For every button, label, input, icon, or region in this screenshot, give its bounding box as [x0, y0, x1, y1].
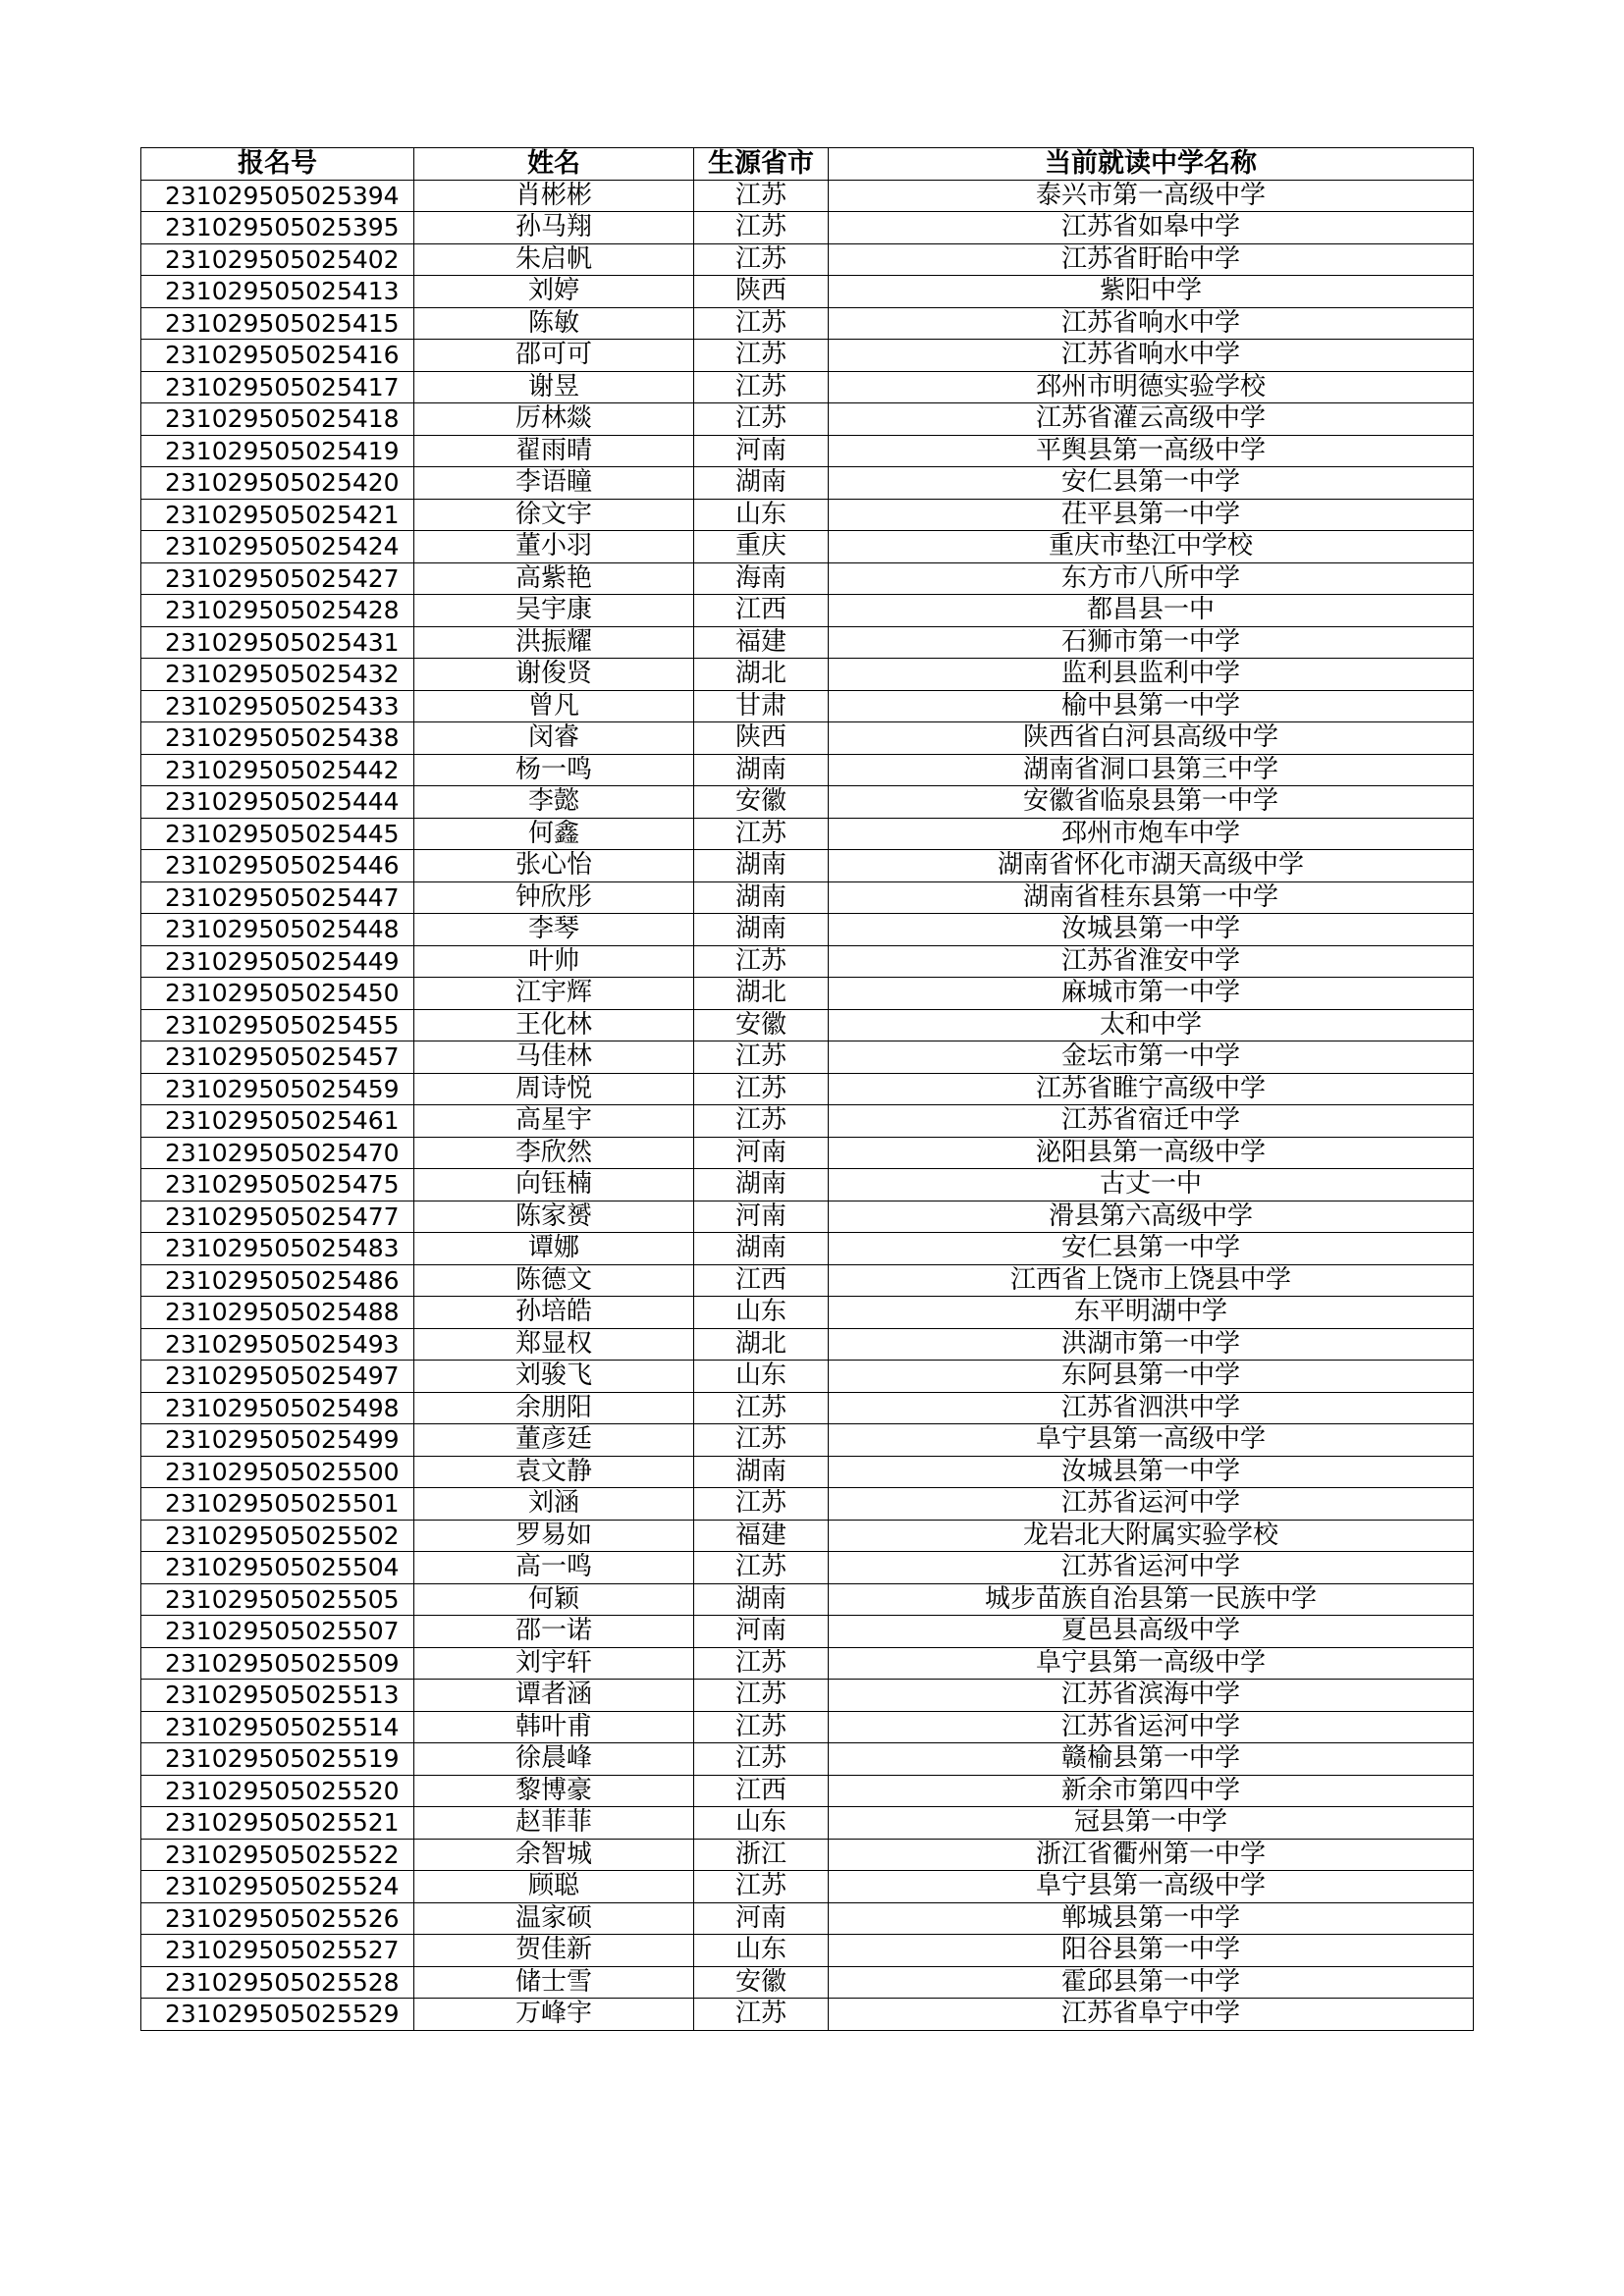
table-row — [141, 1009, 1474, 1041]
province-cell: 江苏 — [694, 371, 829, 403]
registration-number-cell: 231029505025500 — [141, 1456, 414, 1488]
registration-number-cell: 231029505025394 — [141, 180, 414, 212]
registration-number-cell: 231029505025505 — [141, 1583, 414, 1616]
name-cell: 何颖 — [414, 1583, 694, 1616]
province-cell: 江苏 — [694, 403, 829, 436]
name-cell: 徐晨峰 — [414, 1743, 694, 1776]
province-cell: 河南 — [694, 1616, 829, 1648]
registration-number-cell: 231029505025449 — [141, 945, 414, 978]
name-cell: 刘婷 — [414, 276, 694, 308]
school-cell: 霍邱县第一中学 — [829, 1966, 1474, 1999]
province-cell: 江苏 — [694, 1680, 829, 1712]
school-cell: 新余市第四中学 — [829, 1775, 1474, 1807]
school-cell: 夏邑县高级中学 — [829, 1616, 1474, 1648]
school-cell: 江苏省运河中学 — [829, 1552, 1474, 1584]
school-cell: 平舆县第一高级中学 — [829, 435, 1474, 467]
school-cell: 泌阳县第一高级中学 — [829, 1137, 1474, 1169]
province-cell: 江西 — [694, 595, 829, 627]
province-cell: 河南 — [694, 435, 829, 467]
province-cell: 浙江 — [694, 1839, 829, 1871]
header-name: 姓名 — [414, 148, 694, 181]
name-cell: 万峰宇 — [414, 1999, 694, 2031]
name-cell: 董彦廷 — [414, 1424, 694, 1457]
province-cell: 福建 — [694, 1520, 829, 1552]
table-row — [141, 1711, 1474, 1743]
province-cell: 江苏 — [694, 1488, 829, 1521]
school-cell: 冠县第一中学 — [829, 1807, 1474, 1840]
registration-number-cell: 231029505025507 — [141, 1616, 414, 1648]
province-cell: 安徽 — [694, 1966, 829, 1999]
name-cell: 徐文宇 — [414, 499, 694, 531]
registration-number-cell: 231029505025420 — [141, 467, 414, 500]
school-cell: 监利县监利中学 — [829, 659, 1474, 691]
school-cell: 陕西省白河县高级中学 — [829, 722, 1474, 755]
table-row — [141, 1137, 1474, 1169]
table-row — [141, 881, 1474, 914]
name-cell: 邵一诺 — [414, 1616, 694, 1648]
registration-number-cell: 231029505025498 — [141, 1392, 414, 1424]
school-cell: 重庆市垫江中学校 — [829, 531, 1474, 563]
province-cell: 江苏 — [694, 1041, 829, 1074]
header-province: 生源省市 — [694, 148, 829, 181]
school-cell: 安仁县第一中学 — [829, 467, 1474, 500]
registration-number-cell: 231029505025520 — [141, 1775, 414, 1807]
table-row — [141, 1743, 1474, 1776]
table-row — [141, 467, 1474, 500]
province-cell: 湖北 — [694, 1328, 829, 1361]
province-cell: 山东 — [694, 1297, 829, 1329]
name-cell: 闵睿 — [414, 722, 694, 755]
registration-number-cell: 231029505025483 — [141, 1233, 414, 1265]
registration-number-cell: 231029505025450 — [141, 978, 414, 1010]
registration-number-cell: 231029505025417 — [141, 371, 414, 403]
name-cell: 高星宇 — [414, 1105, 694, 1138]
school-cell: 江苏省灌云高级中学 — [829, 403, 1474, 436]
school-cell: 东阿县第一中学 — [829, 1361, 1474, 1393]
registration-number-cell: 231029505025455 — [141, 1009, 414, 1041]
registration-number-cell: 231029505025522 — [141, 1839, 414, 1871]
table-row — [141, 722, 1474, 755]
school-cell: 阜宁县第一高级中学 — [829, 1871, 1474, 1903]
province-cell: 湖北 — [694, 978, 829, 1010]
school-cell: 泰兴市第一高级中学 — [829, 180, 1474, 212]
registration-number-cell: 231029505025461 — [141, 1105, 414, 1138]
province-cell: 江苏 — [694, 1871, 829, 1903]
school-cell: 湖南省桂东县第一中学 — [829, 881, 1474, 914]
registration-number-cell: 231029505025486 — [141, 1264, 414, 1297]
name-cell: 刘涵 — [414, 1488, 694, 1521]
table-row — [141, 1839, 1474, 1871]
registration-number-cell: 231029505025477 — [141, 1201, 414, 1233]
province-cell: 江苏 — [694, 307, 829, 340]
province-cell: 江西 — [694, 1775, 829, 1807]
school-cell: 城步苗族自治县第一民族中学 — [829, 1583, 1474, 1616]
table-row — [141, 340, 1474, 372]
name-cell: 杨一鸣 — [414, 754, 694, 786]
table-row — [141, 1297, 1474, 1329]
name-cell: 高一鸣 — [414, 1552, 694, 1584]
province-cell: 陕西 — [694, 722, 829, 755]
table-row — [141, 212, 1474, 244]
table-row — [141, 1966, 1474, 1999]
registration-number-cell: 231029505025402 — [141, 243, 414, 276]
school-cell: 榆中县第一中学 — [829, 690, 1474, 722]
name-cell: 袁文静 — [414, 1456, 694, 1488]
table-row — [141, 1328, 1474, 1361]
province-cell: 江西 — [694, 1264, 829, 1297]
school-cell: 古丈一中 — [829, 1169, 1474, 1201]
name-cell: 储士雪 — [414, 1966, 694, 1999]
registration-number-cell: 231029505025445 — [141, 818, 414, 850]
school-cell: 都昌县一中 — [829, 595, 1474, 627]
school-cell: 茌平县第一中学 — [829, 499, 1474, 531]
registration-number-cell: 231029505025433 — [141, 690, 414, 722]
table-row — [141, 1775, 1474, 1807]
registration-number-cell: 231029505025501 — [141, 1488, 414, 1521]
province-cell: 安徽 — [694, 1009, 829, 1041]
registration-number-cell: 231029505025442 — [141, 754, 414, 786]
table-row — [141, 690, 1474, 722]
name-cell: 钟欣彤 — [414, 881, 694, 914]
table-row — [141, 1233, 1474, 1265]
school-cell: 江苏省响水中学 — [829, 307, 1474, 340]
name-cell: 周诗悦 — [414, 1073, 694, 1105]
table-row — [141, 435, 1474, 467]
name-cell: 顾聪 — [414, 1871, 694, 1903]
registration-number-cell: 231029505025428 — [141, 595, 414, 627]
table-row — [141, 1520, 1474, 1552]
school-cell: 东平明湖中学 — [829, 1297, 1474, 1329]
name-cell: 谭者涵 — [414, 1680, 694, 1712]
province-cell: 重庆 — [694, 531, 829, 563]
registration-number-cell: 231029505025524 — [141, 1871, 414, 1903]
province-cell: 江苏 — [694, 180, 829, 212]
registration-number-cell: 231029505025519 — [141, 1743, 414, 1776]
province-cell: 江苏 — [694, 243, 829, 276]
registration-number-cell: 231029505025427 — [141, 562, 414, 595]
school-cell: 赣榆县第一中学 — [829, 1743, 1474, 1776]
province-cell: 江苏 — [694, 1424, 829, 1457]
school-cell: 邳州市明德实验学校 — [829, 371, 1474, 403]
registration-number-cell: 231029505025509 — [141, 1647, 414, 1680]
name-cell: 高紫艳 — [414, 562, 694, 595]
registration-number-cell: 231029505025415 — [141, 307, 414, 340]
name-cell: 陈德文 — [414, 1264, 694, 1297]
name-cell: 厉林燚 — [414, 403, 694, 436]
province-cell: 江苏 — [694, 1647, 829, 1680]
province-cell: 江苏 — [694, 945, 829, 978]
registration-number-cell: 231029505025475 — [141, 1169, 414, 1201]
province-cell: 海南 — [694, 562, 829, 595]
registration-number-cell: 231029505025418 — [141, 403, 414, 436]
table-row — [141, 1169, 1474, 1201]
table-row — [141, 1552, 1474, 1584]
table-row — [141, 1807, 1474, 1840]
table-row — [141, 1999, 1474, 2031]
school-cell: 江苏省响水中学 — [829, 340, 1474, 372]
registration-number-cell: 231029505025444 — [141, 786, 414, 819]
name-cell: 张心怡 — [414, 850, 694, 882]
name-cell: 洪振耀 — [414, 626, 694, 659]
table-row — [141, 562, 1474, 595]
province-cell: 湖北 — [694, 659, 829, 691]
table-row — [141, 659, 1474, 691]
name-cell: 温家硕 — [414, 1902, 694, 1935]
table-row — [141, 1935, 1474, 1967]
school-cell: 阜宁县第一高级中学 — [829, 1647, 1474, 1680]
province-cell: 安徽 — [694, 786, 829, 819]
table-row — [141, 1871, 1474, 1903]
header-school: 当前就读中学名称 — [829, 148, 1474, 181]
province-cell: 河南 — [694, 1902, 829, 1935]
registration-number-cell: 231029505025502 — [141, 1520, 414, 1552]
table-row — [141, 978, 1474, 1010]
province-cell: 江苏 — [694, 1392, 829, 1424]
registration-number-cell: 231029505025416 — [141, 340, 414, 372]
school-cell: 湖南省怀化市湖天高级中学 — [829, 850, 1474, 882]
name-cell: 邵可可 — [414, 340, 694, 372]
name-cell: 韩叶甫 — [414, 1711, 694, 1743]
registration-number-cell: 231029505025488 — [141, 1297, 414, 1329]
province-cell: 福建 — [694, 626, 829, 659]
province-cell: 湖南 — [694, 467, 829, 500]
province-cell: 湖南 — [694, 850, 829, 882]
table-row — [141, 1647, 1474, 1680]
province-cell: 河南 — [694, 1137, 829, 1169]
province-cell: 山东 — [694, 1807, 829, 1840]
school-cell: 江苏省淮安中学 — [829, 945, 1474, 978]
header-row — [141, 148, 1474, 181]
table-row — [141, 1392, 1474, 1424]
registration-number-cell: 231029505025521 — [141, 1807, 414, 1840]
table-row — [141, 403, 1474, 436]
registration-number-cell: 231029505025413 — [141, 276, 414, 308]
registration-number-cell: 231029505025432 — [141, 659, 414, 691]
registration-number-cell: 231029505025447 — [141, 881, 414, 914]
name-cell: 朱启帆 — [414, 243, 694, 276]
school-cell: 江苏省宿迁中学 — [829, 1105, 1474, 1138]
table-row — [141, 945, 1474, 978]
registration-number-cell: 231029505025419 — [141, 435, 414, 467]
school-cell: 汝城县第一中学 — [829, 1456, 1474, 1488]
province-cell: 江苏 — [694, 1073, 829, 1105]
name-cell: 赵菲菲 — [414, 1807, 694, 1840]
school-cell: 郸城县第一中学 — [829, 1902, 1474, 1935]
name-cell: 黎博豪 — [414, 1775, 694, 1807]
name-cell: 谢昱 — [414, 371, 694, 403]
school-cell: 龙岩北大附属实验学校 — [829, 1520, 1474, 1552]
registration-number-cell: 231029505025514 — [141, 1711, 414, 1743]
table-row — [141, 307, 1474, 340]
province-cell: 山东 — [694, 1361, 829, 1393]
table-row — [141, 754, 1474, 786]
name-cell: 江宇辉 — [414, 978, 694, 1010]
name-cell: 陈敏 — [414, 307, 694, 340]
name-cell: 谭娜 — [414, 1233, 694, 1265]
name-cell: 吴宇康 — [414, 595, 694, 627]
registration-number-cell: 231029505025527 — [141, 1935, 414, 1967]
header-registration-number: 报名号 — [141, 148, 414, 181]
table-row — [141, 914, 1474, 946]
school-cell: 石狮市第一中学 — [829, 626, 1474, 659]
registration-number-cell: 231029505025526 — [141, 1902, 414, 1935]
registration-number-cell: 231029505025513 — [141, 1680, 414, 1712]
registration-number-cell: 231029505025528 — [141, 1966, 414, 1999]
registration-number-cell: 231029505025470 — [141, 1137, 414, 1169]
table-row — [141, 1456, 1474, 1488]
name-cell: 孙培皓 — [414, 1297, 694, 1329]
name-cell: 马佳林 — [414, 1041, 694, 1074]
name-cell: 李懿 — [414, 786, 694, 819]
table-row — [141, 371, 1474, 403]
school-cell: 浙江省衢州第一中学 — [829, 1839, 1474, 1871]
school-cell: 江苏省睢宁高级中学 — [829, 1073, 1474, 1105]
table-row — [141, 499, 1474, 531]
table-row — [141, 1488, 1474, 1521]
name-cell: 罗易如 — [414, 1520, 694, 1552]
province-cell: 湖南 — [694, 1583, 829, 1616]
table-row — [141, 1201, 1474, 1233]
school-cell: 邳州市炮车中学 — [829, 818, 1474, 850]
table-row — [141, 1616, 1474, 1648]
province-cell: 河南 — [694, 1201, 829, 1233]
table-row — [141, 818, 1474, 850]
table-row — [141, 1361, 1474, 1393]
province-cell: 江苏 — [694, 1999, 829, 2031]
province-cell: 江苏 — [694, 1711, 829, 1743]
registration-number-cell: 231029505025497 — [141, 1361, 414, 1393]
name-cell: 余智城 — [414, 1839, 694, 1871]
name-cell: 孙马翔 — [414, 212, 694, 244]
name-cell: 翟雨晴 — [414, 435, 694, 467]
school-cell: 滑县第六高级中学 — [829, 1201, 1474, 1233]
table-header — [141, 148, 1474, 181]
school-cell: 安仁县第一中学 — [829, 1233, 1474, 1265]
province-cell: 江苏 — [694, 1743, 829, 1776]
table-row — [141, 1264, 1474, 1297]
name-cell: 曾凡 — [414, 690, 694, 722]
school-cell: 江苏省盱眙中学 — [829, 243, 1474, 276]
school-cell: 江苏省泗洪中学 — [829, 1392, 1474, 1424]
school-cell: 东方市八所中学 — [829, 562, 1474, 595]
table-row — [141, 595, 1474, 627]
registration-number-cell: 231029505025431 — [141, 626, 414, 659]
school-cell: 紫阳中学 — [829, 276, 1474, 308]
registration-number-cell: 231029505025504 — [141, 1552, 414, 1584]
school-cell: 江西省上饶市上饶县中学 — [829, 1264, 1474, 1297]
table-row — [141, 786, 1474, 819]
table-row — [141, 180, 1474, 212]
table-row — [141, 276, 1474, 308]
name-cell: 叶帅 — [414, 945, 694, 978]
school-cell: 太和中学 — [829, 1009, 1474, 1041]
province-cell: 甘肃 — [694, 690, 829, 722]
province-cell: 江苏 — [694, 1552, 829, 1584]
school-cell: 江苏省运河中学 — [829, 1711, 1474, 1743]
table-row — [141, 1902, 1474, 1935]
province-cell: 湖南 — [694, 754, 829, 786]
school-cell: 金坛市第一中学 — [829, 1041, 1474, 1074]
registration-number-cell: 231029505025421 — [141, 499, 414, 531]
province-cell: 江苏 — [694, 340, 829, 372]
table-row — [141, 1583, 1474, 1616]
school-cell: 湖南省洞口县第三中学 — [829, 754, 1474, 786]
school-cell: 阜宁县第一高级中学 — [829, 1424, 1474, 1457]
name-cell: 陈家赟 — [414, 1201, 694, 1233]
registration-number-cell: 231029505025459 — [141, 1073, 414, 1105]
province-cell: 江苏 — [694, 1105, 829, 1138]
table-row — [141, 1073, 1474, 1105]
table-row — [141, 1041, 1474, 1074]
registration-number-cell: 231029505025448 — [141, 914, 414, 946]
table-row — [141, 626, 1474, 659]
school-cell: 洪湖市第一中学 — [829, 1328, 1474, 1361]
name-cell: 董小羽 — [414, 531, 694, 563]
table-row — [141, 243, 1474, 276]
registration-number-cell: 231029505025457 — [141, 1041, 414, 1074]
registration-number-cell: 231029505025446 — [141, 850, 414, 882]
province-cell: 江苏 — [694, 818, 829, 850]
registration-number-cell: 231029505025499 — [141, 1424, 414, 1457]
province-cell: 江苏 — [694, 212, 829, 244]
name-cell: 刘骏飞 — [414, 1361, 694, 1393]
registration-number-cell: 231029505025438 — [141, 722, 414, 755]
name-cell: 向钰楠 — [414, 1169, 694, 1201]
province-cell: 山东 — [694, 1935, 829, 1967]
roster-table — [140, 147, 1474, 2031]
registration-number-cell: 231029505025493 — [141, 1328, 414, 1361]
name-cell: 余朋阳 — [414, 1392, 694, 1424]
school-cell: 江苏省阜宁中学 — [829, 1999, 1474, 2031]
province-cell: 湖南 — [694, 881, 829, 914]
school-cell: 汝城县第一中学 — [829, 914, 1474, 946]
name-cell: 李语瞳 — [414, 467, 694, 500]
registration-number-cell: 231029505025424 — [141, 531, 414, 563]
province-cell: 湖南 — [694, 914, 829, 946]
name-cell: 刘宇轩 — [414, 1647, 694, 1680]
school-cell: 安徽省临泉县第一中学 — [829, 786, 1474, 819]
name-cell: 谢俊贤 — [414, 659, 694, 691]
name-cell: 李欣然 — [414, 1137, 694, 1169]
school-cell: 江苏省如皋中学 — [829, 212, 1474, 244]
table-body — [141, 180, 1474, 2030]
province-cell: 湖南 — [694, 1169, 829, 1201]
table-row — [141, 1424, 1474, 1457]
name-cell: 何鑫 — [414, 818, 694, 850]
table-row — [141, 1680, 1474, 1712]
name-cell: 郑显权 — [414, 1328, 694, 1361]
school-cell: 麻城市第一中学 — [829, 978, 1474, 1010]
registration-number-cell: 231029505025529 — [141, 1999, 414, 2031]
name-cell: 贺佳新 — [414, 1935, 694, 1967]
province-cell: 陕西 — [694, 276, 829, 308]
school-cell: 阳谷县第一中学 — [829, 1935, 1474, 1967]
table-row — [141, 1105, 1474, 1138]
table-row — [141, 531, 1474, 563]
school-cell: 江苏省运河中学 — [829, 1488, 1474, 1521]
name-cell: 王化林 — [414, 1009, 694, 1041]
registration-number-cell: 231029505025395 — [141, 212, 414, 244]
province-cell: 湖南 — [694, 1456, 829, 1488]
name-cell: 李琴 — [414, 914, 694, 946]
school-cell: 江苏省滨海中学 — [829, 1680, 1474, 1712]
table-row — [141, 850, 1474, 882]
province-cell: 湖南 — [694, 1233, 829, 1265]
name-cell: 肖彬彬 — [414, 180, 694, 212]
province-cell: 山东 — [694, 499, 829, 531]
